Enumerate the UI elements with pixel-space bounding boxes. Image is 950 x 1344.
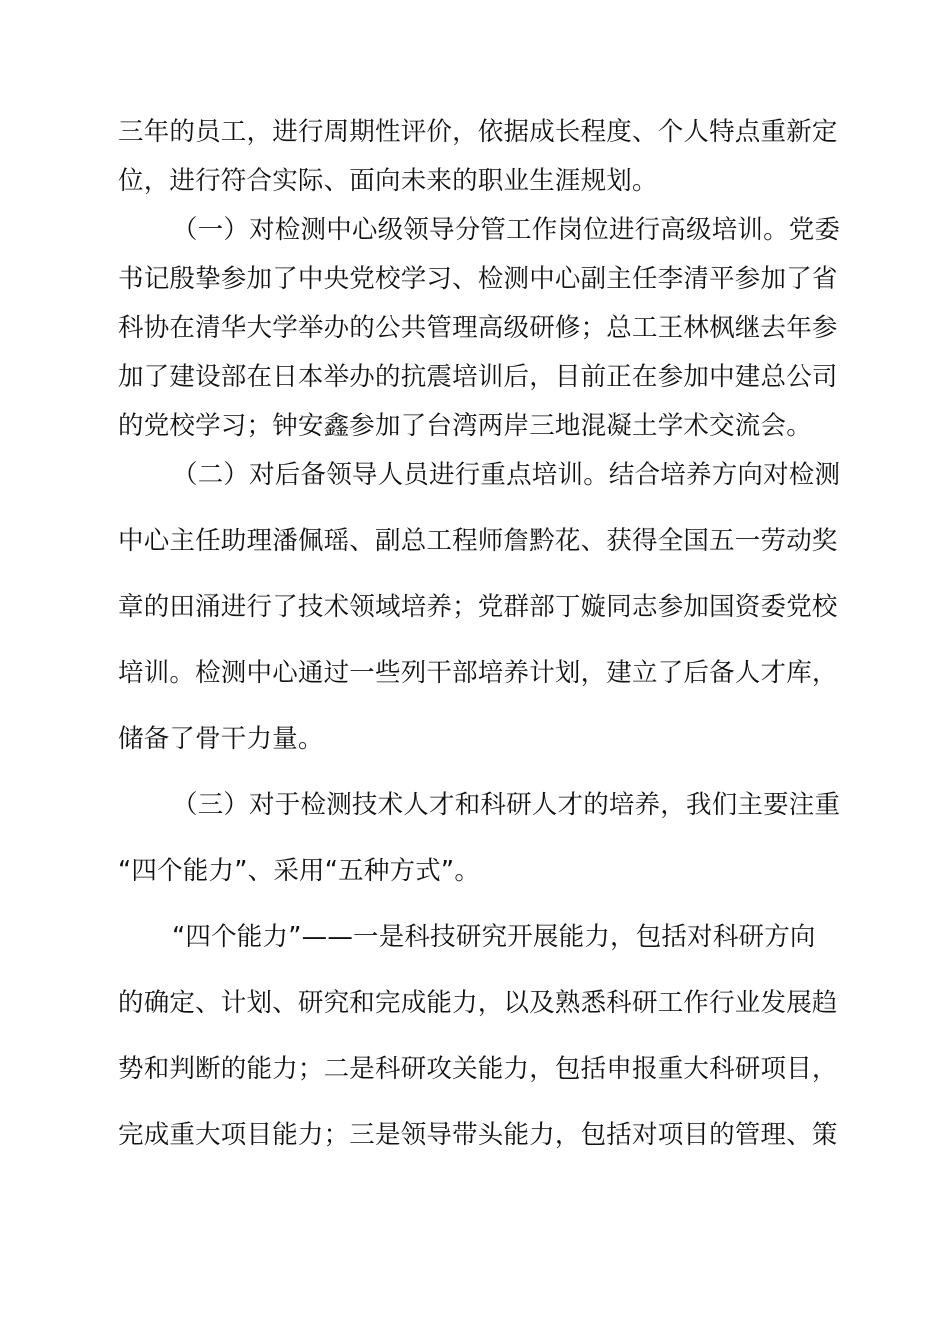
text-line-9: 中心主任助理潘佩瑶、副总工程师詹黔花、获得全国五一劳动奖 [118,526,838,556]
text-line-5: 科协在清华大学举办的公共管理高级研修；总工王林枫继去年参 [118,313,838,343]
text-line-1: 三年的员工，进行周期性评价，依据成长程度、个人特点重新定 [118,117,838,147]
paragraph-one-heading-line: （一）对检测中心级领导分管工作岗位进行高级培训。党委 [172,215,841,245]
paragraph-two-heading-line: （二）对后备领导人员进行重点培训。结合培养方向对检测 [172,460,841,490]
text-line-7: 的党校学习；钟安鑫参加了台湾两岸三地混凝土学术交流会。 [118,411,812,441]
text-line-12: 储备了骨干力量。 [118,724,324,754]
text-line-11: 培训。检测中心通过一些列干部培养计划，建立了后备人才库， [118,658,838,688]
text-line-18: 完成重大项目能力；三是领导带头能力，包括对项目的管理、策 [118,1120,838,1150]
text-line-6: 加了建设部在日本举办的抗震培训后，目前正在参加中建总公司 [118,362,838,392]
text-line-17: 势和判断的能力；二是科研攻关能力，包括申报重大科研项目， [118,1054,838,1084]
four-abilities-line: “四个能力”——一是科技研究开展能力，包括对科研方向 [172,922,816,952]
paragraph-three-heading-line: （三）对于检测技术人才和科研人才的培养，我们主要注重 [172,790,841,820]
text-line-4: 书记殷挚参加了中央党校学习、检测中心副主任李清平参加了省 [118,264,838,294]
text-line-10: 章的田涌进行了技术领域培养；党群部丁嫙同志参加国资委党校 [118,592,838,622]
text-line-2: 位，进行符合实际、面向未来的职业生涯规划。 [118,166,658,196]
text-line-14: “四个能力”、采用“五种方式”。 [118,856,481,886]
text-line-16: 的确定、计划、研究和完成能力，以及熟悉科研工作行业发展趋 [118,988,838,1018]
